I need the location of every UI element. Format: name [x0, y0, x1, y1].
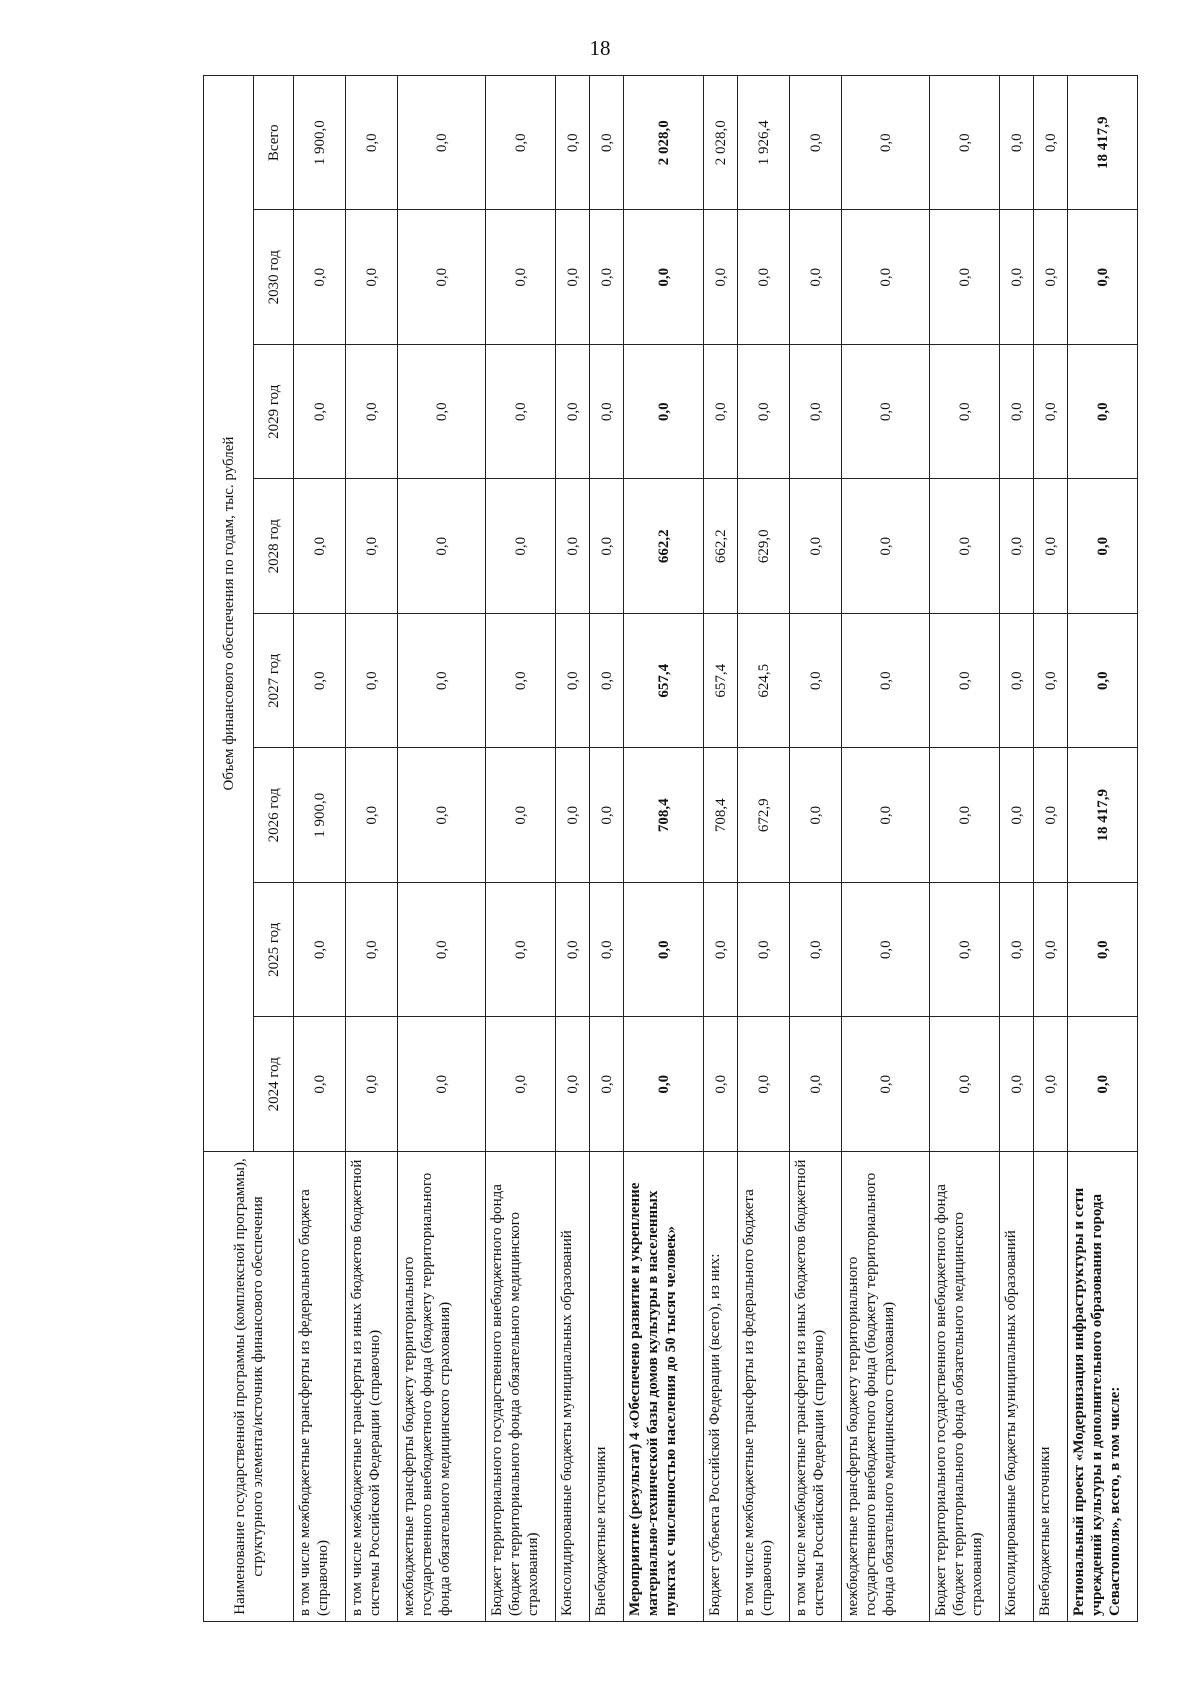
year-value-cell: 0,0 — [738, 1017, 790, 1152]
source-name-cell: Внебюджетные источники — [1034, 1152, 1068, 1622]
total-value-cell: 0,0 — [556, 76, 590, 211]
total-value-cell: 0,0 — [346, 76, 398, 211]
source-name-cell: в том числе межбюджетные трансферты из иных бюджетов бюджетной системы Российской Федерации (справочно) — [346, 1152, 398, 1622]
total-value-cell: 18 417,9 — [1068, 76, 1138, 211]
year-header: 2026 год — [254, 748, 294, 883]
year-value-cell: 0,0 — [346, 748, 398, 883]
year-value-cell: 0,0 — [556, 345, 590, 480]
year-value-cell: 0,0 — [556, 883, 590, 1018]
year-value-cell: 0,0 — [790, 1017, 842, 1152]
year-header: 2030 год — [254, 210, 294, 345]
year-value-cell: 1 900,0 — [294, 748, 346, 883]
year-value-cell: 0,0 — [1000, 1017, 1034, 1152]
year-value-cell: 0,0 — [738, 210, 790, 345]
year-value-cell: 0,0 — [1000, 210, 1034, 345]
year-value-cell: 0,0 — [556, 614, 590, 749]
year-value-cell: 0,0 — [842, 479, 930, 614]
year-value-cell: 0,0 — [346, 1017, 398, 1152]
year-value-cell: 0,0 — [486, 479, 556, 614]
year-value-cell: 0,0 — [398, 748, 486, 883]
year-value-cell: 0,0 — [294, 345, 346, 480]
table-row — [590, 76, 624, 1622]
year-value-cell: 0,0 — [556, 1017, 590, 1152]
financing-table — [203, 75, 1138, 1622]
year-value-cell: 0,0 — [790, 748, 842, 883]
year-value-cell: 0,0 — [842, 1017, 930, 1152]
year-value-cell: 0,0 — [590, 748, 624, 883]
year-value-cell: 0,0 — [590, 1017, 624, 1152]
year-value-cell: 0,0 — [790, 883, 842, 1018]
year-value-cell: 0,0 — [842, 210, 930, 345]
year-value-cell: 0,0 — [738, 345, 790, 480]
source-name-cell: Консолидированные бюджеты муниципальных образований — [556, 1152, 590, 1622]
total-value-cell: 0,0 — [590, 76, 624, 211]
total-value-cell: 2 028,0 — [704, 76, 738, 211]
year-value-cell: 0,0 — [346, 479, 398, 614]
table-row — [294, 76, 346, 1622]
year-value-cell: 0,0 — [704, 883, 738, 1018]
year-value-cell: 0,0 — [346, 345, 398, 480]
year-value-cell: 0,0 — [930, 1017, 1000, 1152]
year-value-cell: 0,0 — [790, 345, 842, 480]
year-value-cell: 0,0 — [294, 883, 346, 1018]
year-value-cell: 0,0 — [346, 883, 398, 1018]
source-name-cell: Бюджет субъекта Российской Федерации (всего), из них: — [704, 1152, 738, 1622]
year-value-cell: 0,0 — [842, 614, 930, 749]
total-value-cell: 1 926,4 — [738, 76, 790, 211]
year-value-cell: 0,0 — [294, 1017, 346, 1152]
year-value-cell: 0,0 — [1034, 748, 1068, 883]
year-value-cell: 0,0 — [624, 210, 704, 345]
source-name-cell: Внебюджетные источники — [590, 1152, 624, 1622]
source-name-cell: в том числе межбюджетные трансферты из иных бюджетов бюджетной системы Российской Федерации (справочно) — [790, 1152, 842, 1622]
year-value-cell: 0,0 — [398, 210, 486, 345]
total-value-cell: 0,0 — [486, 76, 556, 211]
year-value-cell: 0,0 — [930, 614, 1000, 749]
year-value-cell: 0,0 — [1034, 883, 1068, 1018]
total-value-cell: 1 900,0 — [294, 76, 346, 211]
source-name-cell: в том числе межбюджетные трансферты из федерального бюджета (справочно) — [738, 1152, 790, 1622]
header-row-top — [204, 76, 254, 1622]
year-value-cell: 0,0 — [842, 748, 930, 883]
source-name-cell: Консолидированные бюджеты муниципальных образований — [1000, 1152, 1034, 1622]
year-value-cell: 0,0 — [842, 345, 930, 480]
year-value-cell: 0,0 — [398, 1017, 486, 1152]
source-name-cell: Мероприятие (результат) 4 «Обеспечено развитие и укрепление материально-технической базы домов культуры в населенных пунктах с численностью населения до 50 тысяч человек» — [624, 1152, 704, 1622]
year-value-cell: 0,0 — [486, 345, 556, 480]
year-value-cell: 708,4 — [624, 748, 704, 883]
year-header: 2027 год — [254, 614, 294, 749]
table-row — [842, 76, 930, 1622]
table-row — [346, 76, 398, 1622]
year-value-cell: 662,2 — [624, 479, 704, 614]
year-value-cell: 0,0 — [556, 210, 590, 345]
year-value-cell: 0,0 — [930, 479, 1000, 614]
table-row — [704, 76, 738, 1622]
year-value-cell: 0,0 — [346, 614, 398, 749]
year-value-cell: 0,0 — [790, 210, 842, 345]
year-value-cell: 0,0 — [398, 883, 486, 1018]
year-value-cell: 0,0 — [590, 210, 624, 345]
financing-table-rotated — [203, 75, 1121, 1622]
year-value-cell: 0,0 — [738, 883, 790, 1018]
year-value-cell: 0,0 — [930, 210, 1000, 345]
table-row — [398, 76, 486, 1622]
year-value-cell: 0,0 — [398, 345, 486, 480]
year-value-cell: 657,4 — [624, 614, 704, 749]
year-value-cell: 0,0 — [398, 614, 486, 749]
year-value-cell: 0,0 — [1000, 883, 1034, 1018]
table-row — [738, 76, 790, 1622]
year-value-cell: 0,0 — [1068, 1017, 1138, 1152]
year-value-cell: 0,0 — [790, 614, 842, 749]
source-name-cell: Бюджет территориального государственного внебюджетного фонда (бюджет территориального фонда обязательного медицинского страхования) — [930, 1152, 1000, 1622]
year-value-cell: 0,0 — [294, 210, 346, 345]
year-value-cell: 624,5 — [738, 614, 790, 749]
year-value-cell: 0,0 — [930, 345, 1000, 480]
table-row — [486, 76, 556, 1622]
year-value-cell: 0,0 — [1000, 479, 1034, 614]
year-value-cell: 0,0 — [790, 479, 842, 614]
year-value-cell: 0,0 — [1068, 479, 1138, 614]
year-value-cell: 0,0 — [930, 883, 1000, 1018]
year-header: 2028 год — [254, 479, 294, 614]
year-value-cell: 0,0 — [294, 614, 346, 749]
total-value-cell: 0,0 — [398, 76, 486, 211]
year-value-cell: 0,0 — [1068, 883, 1138, 1018]
year-value-cell: 0,0 — [1034, 479, 1068, 614]
source-name-cell: межбюджетные трансферты бюджету территориального государственного внебюджетного фонда (бюджету территориального фонда обязательного медицинского страхования) — [842, 1152, 930, 1622]
table-row — [1034, 76, 1068, 1622]
year-value-cell: 0,0 — [1034, 614, 1068, 749]
total-value-cell: 0,0 — [930, 76, 1000, 211]
year-value-cell: 0,0 — [590, 345, 624, 480]
total-value-cell: 0,0 — [1000, 76, 1034, 211]
year-value-cell: 0,0 — [486, 883, 556, 1018]
total-header: Всего — [254, 76, 294, 211]
source-name-cell: Бюджет территориального государственного внебюджетного фонда (бюджет территориального фонда обязательного медицинского страхования) — [486, 1152, 556, 1622]
year-value-cell: 0,0 — [486, 1017, 556, 1152]
year-value-cell: 0,0 — [930, 748, 1000, 883]
year-value-cell: 0,0 — [486, 210, 556, 345]
year-value-cell: 0,0 — [486, 614, 556, 749]
year-value-cell: 0,0 — [624, 883, 704, 1018]
year-value-cell: 0,0 — [590, 479, 624, 614]
table-body — [294, 76, 1138, 1622]
year-value-cell: 657,4 — [704, 614, 738, 749]
year-value-cell: 0,0 — [1034, 210, 1068, 345]
year-value-cell: 0,0 — [590, 614, 624, 749]
total-value-cell: 0,0 — [842, 76, 930, 211]
year-value-cell: 0,0 — [624, 1017, 704, 1152]
year-header: 2024 год — [254, 1017, 294, 1152]
year-value-cell: 0,0 — [398, 479, 486, 614]
year-header: 2029 год — [254, 345, 294, 480]
year-value-cell: 0,0 — [294, 479, 346, 614]
header-name-cell: Наименование государственной программы (комплексной программы), структурного элемента/источник финансового обеспечения — [204, 1152, 294, 1622]
year-value-cell: 0,0 — [486, 748, 556, 883]
year-value-cell: 0,0 — [346, 210, 398, 345]
year-value-cell: 672,9 — [738, 748, 790, 883]
year-value-cell: 708,4 — [704, 748, 738, 883]
year-value-cell: 0,0 — [704, 210, 738, 345]
table-row — [790, 76, 842, 1622]
year-value-cell: 0,0 — [1068, 345, 1138, 480]
year-value-cell: 662,2 — [704, 479, 738, 614]
source-name-cell: межбюджетные трансферты бюджету территориального государственного внебюджетного фонда (бюджету территориального фонда обязательного медицинского страхования) — [398, 1152, 486, 1622]
header-volume-cell: Объем финансового обеспечения по годам, тыс. рублей — [204, 76, 254, 1152]
total-value-cell: 0,0 — [1034, 76, 1068, 211]
year-value-cell: 0,0 — [590, 883, 624, 1018]
table-row — [1000, 76, 1034, 1622]
total-value-cell: 0,0 — [790, 76, 842, 211]
year-value-cell: 0,0 — [1000, 614, 1034, 749]
year-value-cell: 0,0 — [624, 345, 704, 480]
year-value-cell: 0,0 — [556, 479, 590, 614]
table-row — [930, 76, 1000, 1622]
year-value-cell: 0,0 — [1000, 748, 1034, 883]
year-value-cell: 0,0 — [1034, 1017, 1068, 1152]
table-row — [556, 76, 590, 1622]
table-row — [1068, 76, 1138, 1622]
source-name-cell: в том числе межбюджетные трансферты из федерального бюджета (справочно) — [294, 1152, 346, 1622]
year-value-cell: 0,0 — [704, 345, 738, 480]
source-name-cell: Региональный проект «Модернизация инфраструктуры и сети учреждений культуры и дополнительного образования города Севастополя», всего, в том числе: — [1068, 1152, 1138, 1622]
year-value-cell: 0,0 — [1068, 614, 1138, 749]
year-value-cell: 0,0 — [1068, 210, 1138, 345]
year-value-cell: 0,0 — [1034, 345, 1068, 480]
year-value-cell: 0,0 — [1000, 345, 1034, 480]
year-header: 2025 год — [254, 883, 294, 1018]
table-row — [624, 76, 704, 1622]
total-value-cell: 2 028,0 — [624, 76, 704, 211]
year-value-cell: 0,0 — [556, 748, 590, 883]
page-number: 18 — [589, 36, 611, 60]
year-value-cell: 0,0 — [842, 883, 930, 1018]
year-value-cell: 18 417,9 — [1068, 748, 1138, 883]
year-value-cell: 0,0 — [704, 1017, 738, 1152]
year-value-cell: 629,0 — [738, 479, 790, 614]
